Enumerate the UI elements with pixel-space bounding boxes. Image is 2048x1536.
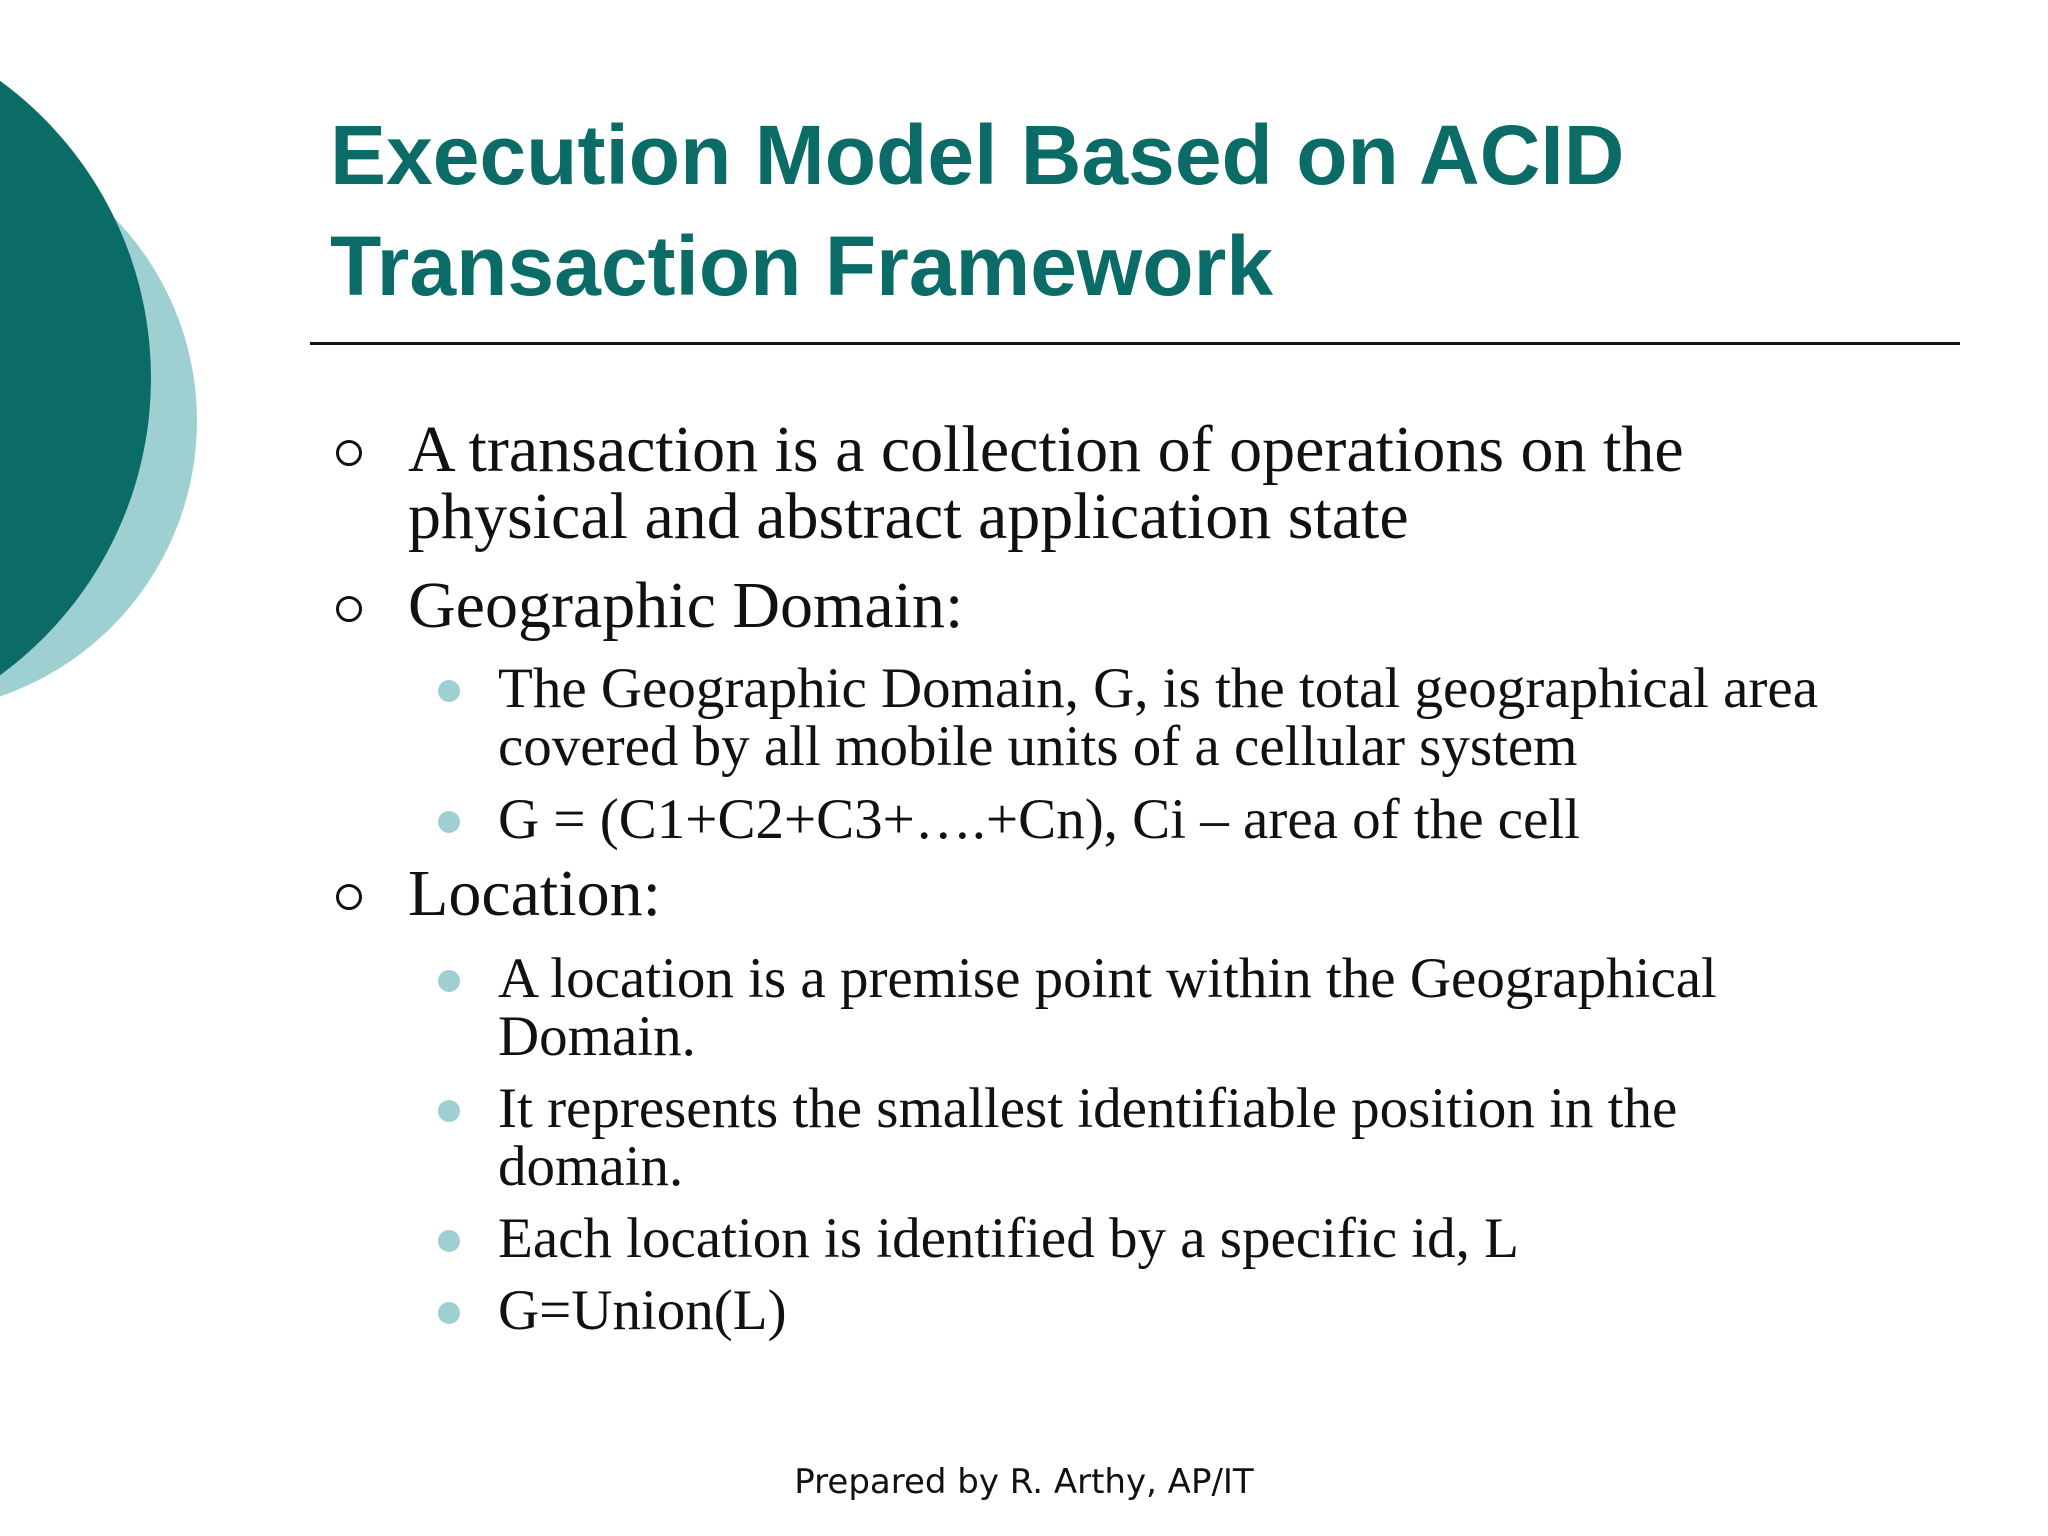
sub-bullet-text-line-1: A location is a premise point within the Geographical [498,947,1717,1010]
bullet-text-line-2: physical and abstract application state [408,480,1409,553]
bullet-text: Location: [408,857,661,930]
filled-dot-bullet-icon [438,1100,460,1122]
sub-bullet-item [498,1077,1978,1198]
filled-dot-bullet-icon [438,811,460,833]
bullet-item-transaction [408,413,1968,553]
sub-bullet-text-line-2: Domain. [498,1005,696,1068]
bullet-text-line-1: A transaction is a collection of operations on the [408,413,1684,486]
bullet-text: Geographic Domain: [408,569,964,642]
sub-bullet-text-line-1: The Geographic Domain, G, is the total geographical area [498,657,1818,720]
sub-bullet-text-line-2: covered by all mobile units of a cellular system [498,715,1578,778]
filled-dot-bullet-icon [438,1230,460,1252]
sub-bullet-text-line-1: G = (C1+C2+C3+….+Cn), Ci – area of the cell [498,788,1581,851]
bullet-item-geographic-domain [408,569,1968,642]
filled-dot-bullet-icon [438,1302,460,1324]
sub-bullet-item [498,657,1978,778]
hollow-circle-bullet-icon [336,440,362,466]
slide-title-line-2: Transaction Framework [330,219,1273,313]
sub-bullet-text-line-1: It represents the smallest identifiable position in the [498,1077,1678,1140]
sub-bullet-item [498,947,1978,1068]
sub-bullet-item [498,1279,1978,1342]
slide-title-line-1: Execution Model Based on ACID [330,108,1625,202]
filled-dot-bullet-icon [438,680,460,702]
hollow-circle-bullet-icon [336,884,362,910]
slide-footer: Prepared by R. Arthy, AP/IT [794,1462,1254,1502]
sub-bullet-item [498,788,1978,851]
sub-bullet-text-line-1: G=Union(L) [498,1279,787,1342]
sub-bullet-text-line-2: domain. [498,1135,684,1198]
filled-dot-bullet-icon [438,970,460,992]
sub-bullet-text-line-1: Each location is identified by a specific id, L [498,1207,1519,1270]
hollow-circle-bullet-icon [336,596,362,622]
bullet-item-location [408,857,1968,930]
sub-bullet-item [498,1207,1978,1270]
